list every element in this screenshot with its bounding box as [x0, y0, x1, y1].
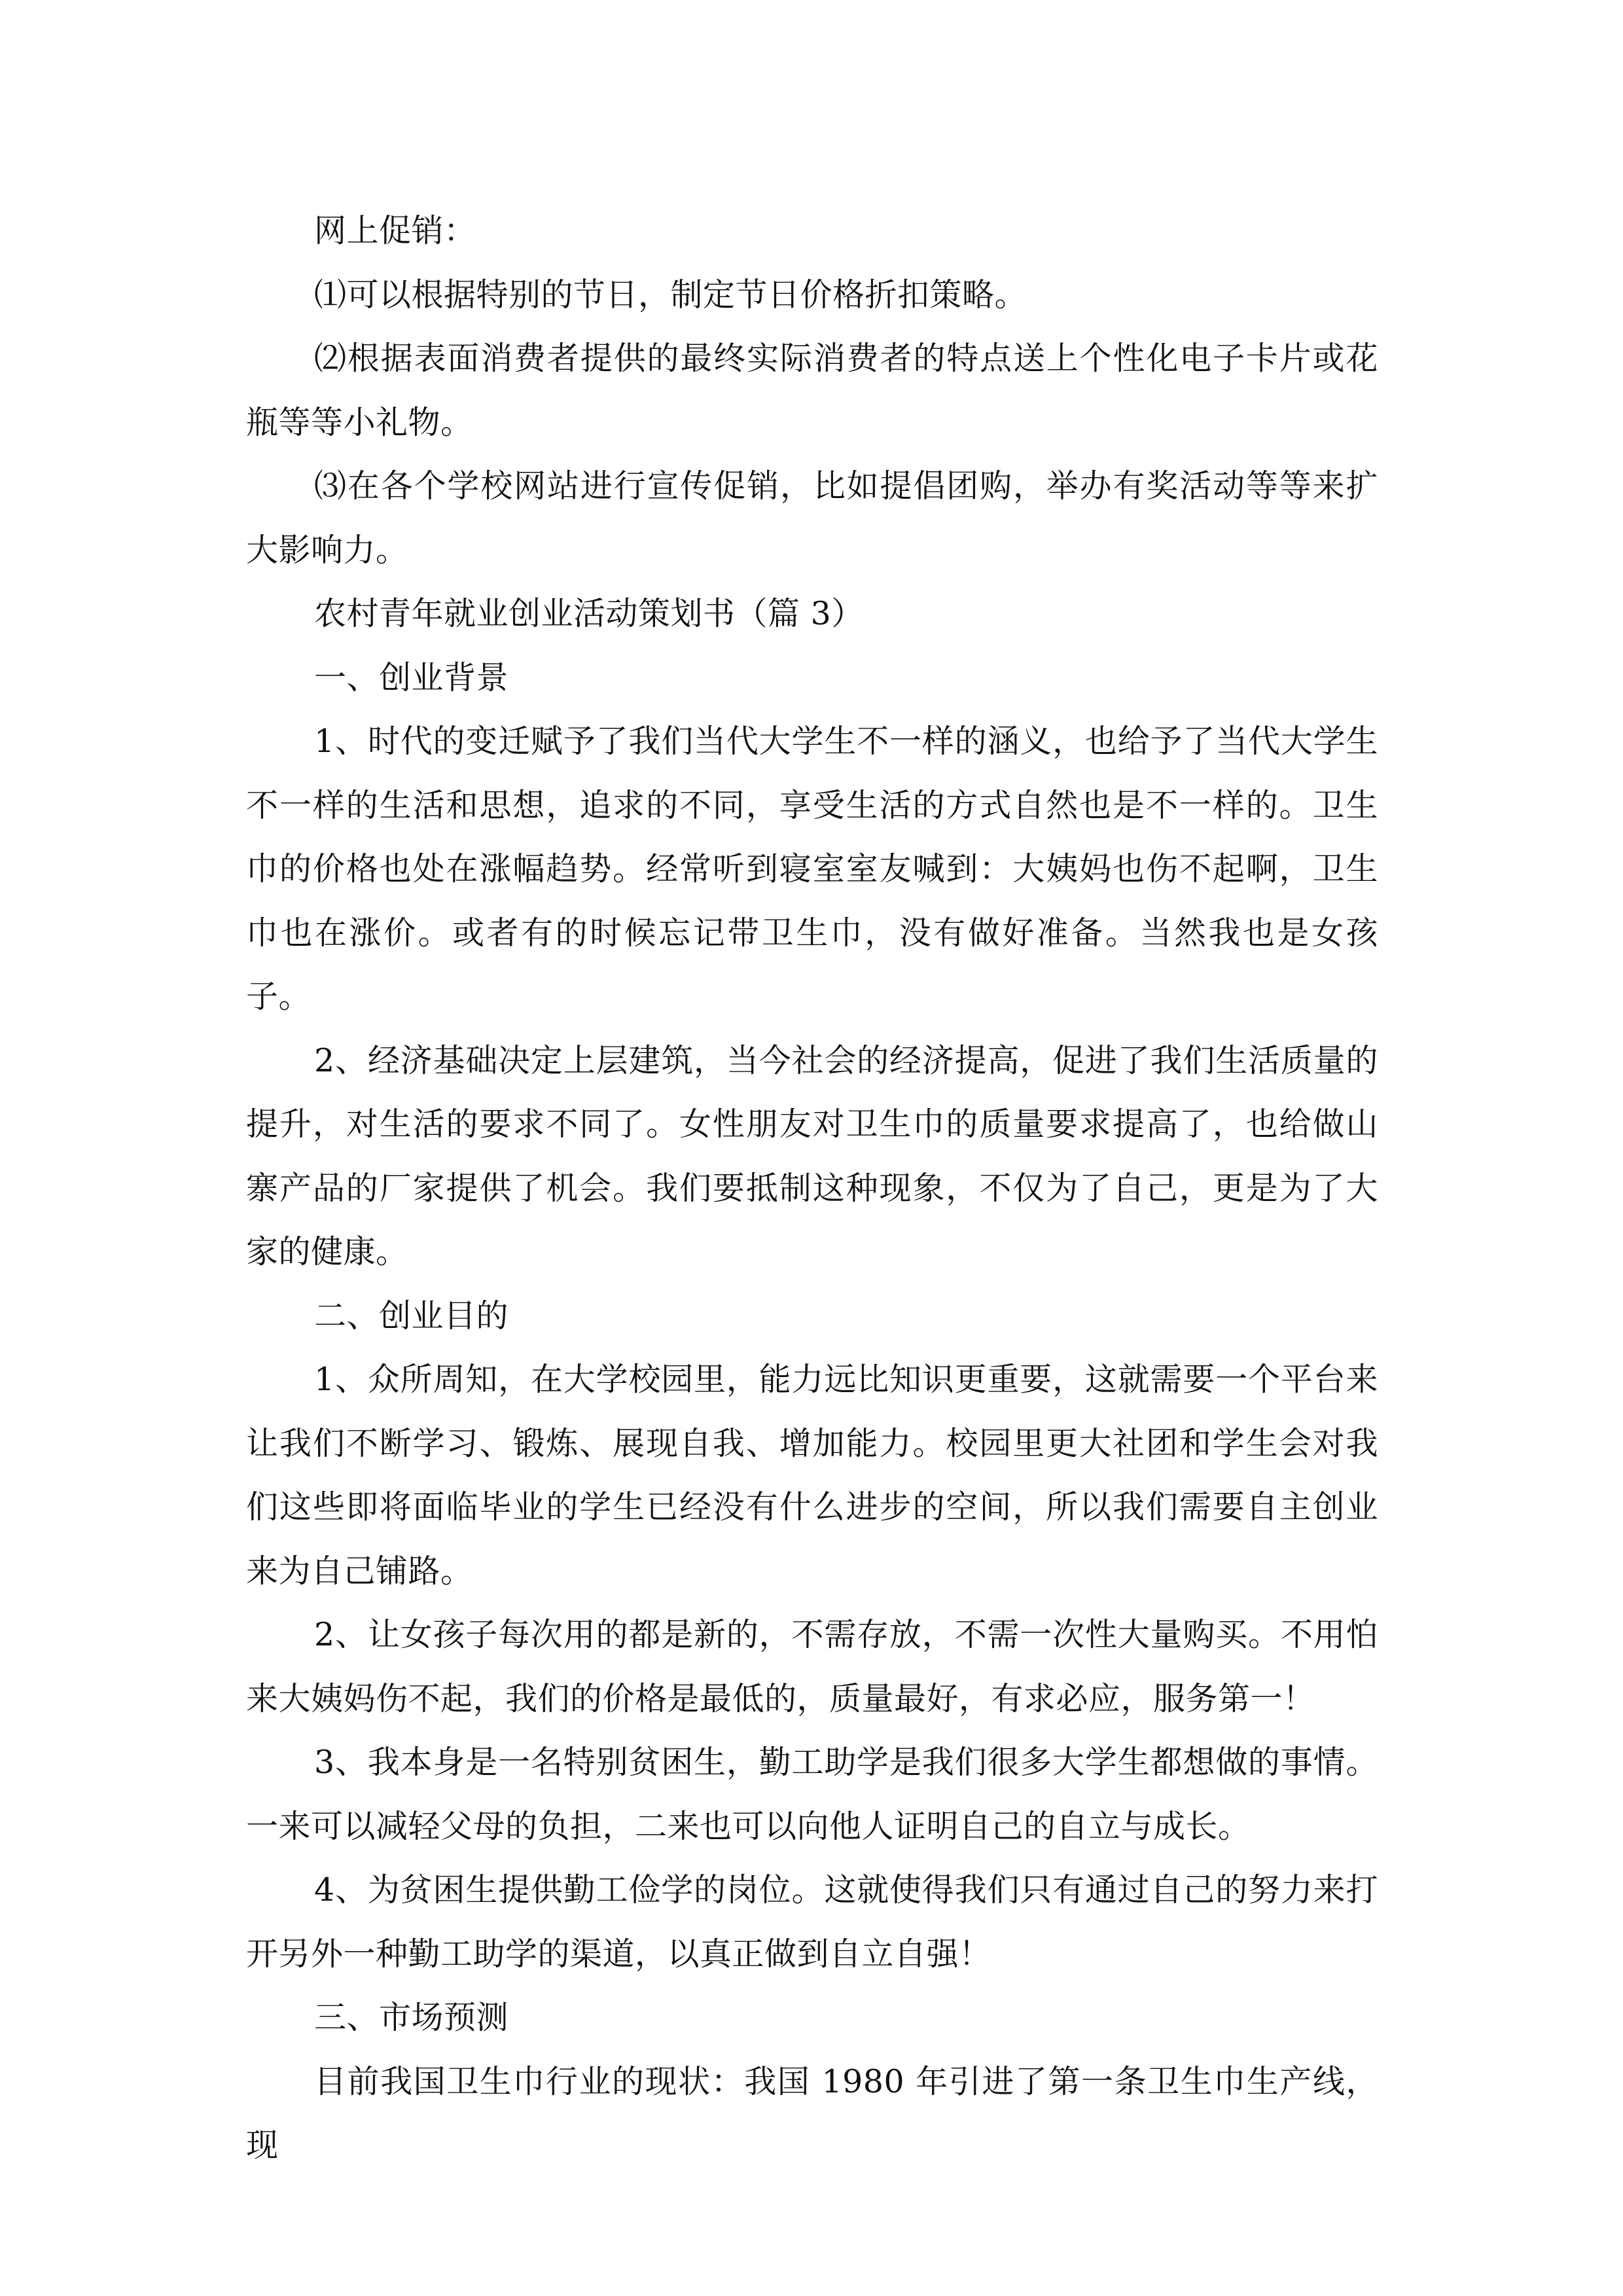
paragraph-purpose-2: 2、让女孩子每次用的都是新的，不需存放，不需一次性大量购买。不用怕来大姨妈伤不起，我们的价格是最低的，质量最好，有求必应，服务第一！ — [246, 1616, 1378, 1717]
paragraph-promotion-item-1: ⑴可以根据特别的节日，制定节日价格折扣策略。 — [314, 276, 1027, 314]
paragraph-background-2: 2、经济基础决定上层建筑，当今社会的经济提高，促进了我们生活质量的提升，对生活的要求不同了。女性朋友对卫生巾的质量要求提高了，也给做山寨产品的厂家提供了机会。我们要抵制这种现象，不仅为了自己，更是为了大家的健康。 — [246, 1041, 1378, 1270]
section-heading-market-forecast: 三、市场预测 — [314, 1999, 509, 2036]
paragraph-online-promotion-heading: 网上促销： — [314, 212, 476, 249]
document-section-title: 农村青年就业创业活动策划书（篇 3） — [314, 595, 864, 632]
paragraph-purpose-3: 3、我本身是一名特别贫困生，勤工助学是我们很多大学生都想做的事情。一来可以减轻父母的负担，二来也可以向他人证明自己的自立与成长。 — [246, 1744, 1378, 1845]
paragraph-purpose-1: 1、众所周知，在大学校园里，能力远比知识更重要，这就需要一个平台来让我们不断学习、锻炼、展现自我、增加能力。校园里更大社团和学生会对我们这些即将面临毕业的学生已经没有什么进步的空间，所以我们需要自主创业来为自己铺路。 — [246, 1361, 1378, 1590]
paragraph-purpose-4: 4、为贫困生提供勤工俭学的岗位。这就使得我们只有通过自己的努力来打开另外一种勤工助学的渠道，以真正做到自立自强！ — [246, 1871, 1378, 1973]
paragraph-promotion-item-2: ⑵根据表面消费者提供的最终实际消费者的特点送上个性化电子卡片或花瓶等等小礼物。 — [246, 340, 1378, 441]
paragraph-promotion-item-3: ⑶在各个学校网站进行宣传促销，比如提倡团购，举办有奖活动等等来扩大影响力。 — [246, 467, 1378, 569]
section-heading-background: 一、创业背景 — [314, 658, 509, 696]
document-body — [246, 199, 1378, 2178]
section-heading-purpose: 二、创业目的 — [314, 1297, 509, 1335]
paragraph-market-status: 目前我国卫生巾行业的现状：我国 1980 年引进了第一条卫生巾生产线，现 — [246, 2062, 1378, 2164]
paragraph-background-1: 1、时代的变迁赋予了我们当代大学生不一样的涵义，也给予了当代大学生不一样的生活和思想，追求的不同，享受生活的方式自然也是不一样的。卫生巾的价格也处在涨幅趋势。经常听到寝室室友喊到：大姨妈也伤不起啊，卫生巾也在涨价。或者有的时候忘记带卫生巾，没有做好准备。当然我也是女孩子。 — [246, 723, 1378, 1015]
